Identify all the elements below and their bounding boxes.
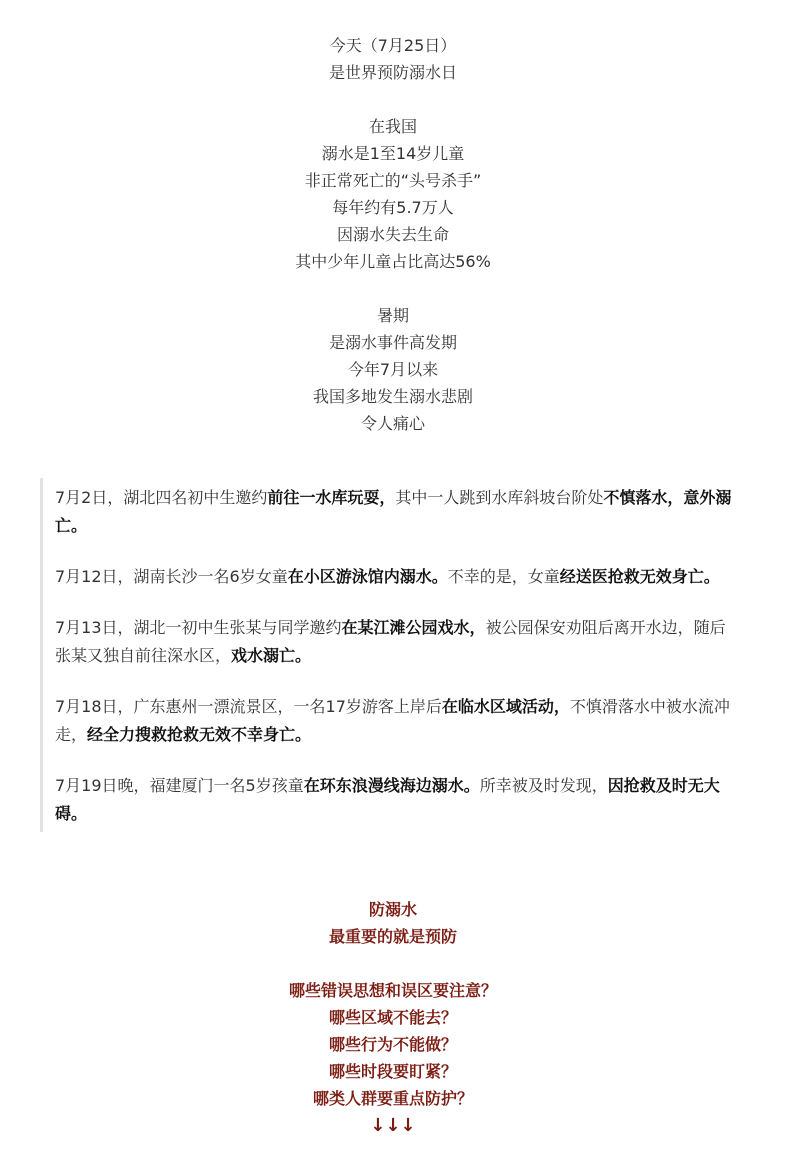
intro-line: 其中少年儿童占比高达56% xyxy=(295,252,491,271)
incident-text: 被公园保安劝阻后离开水边，随后张某又独自前往深水区， xyxy=(55,618,726,665)
incident-highlight: 在某江滩公园戏水， xyxy=(341,618,486,637)
tip-question: 哪类人群要重点防护？ xyxy=(312,1089,473,1108)
spacer xyxy=(0,86,786,113)
incident-paragraph xyxy=(55,484,735,540)
incident-text: 7月12日，湖南长沙一名6岁女童 xyxy=(55,567,288,586)
incident-highlight: 经全力搜救抢救无效不幸身亡。 xyxy=(87,725,312,744)
incident-paragraph xyxy=(55,772,735,828)
spacer xyxy=(0,950,786,977)
tip-heading: 最重要的就是预防 xyxy=(328,927,457,946)
incident-text: 所幸被及时发现， xyxy=(479,776,608,795)
tip-question: 哪些错误思想和误区要注意？ xyxy=(288,981,497,1000)
incident-paragraph xyxy=(55,693,735,749)
spacer xyxy=(0,275,786,302)
intro-line: 暑期 xyxy=(376,306,409,325)
intro-line: 令人痛心 xyxy=(360,414,425,433)
down-arrows-icon: ↓↓↓ xyxy=(370,1115,416,1136)
incident-text: 不慎滑落水中被水流冲走， xyxy=(55,697,730,744)
incident-highlight: 不慎落水，意外溺亡。 xyxy=(55,488,732,535)
intro-line: 非正常死亡的“头号杀手” xyxy=(304,171,482,190)
incident-highlight: 戏水溺亡。 xyxy=(231,646,312,665)
incident-text: 不幸的是，女童 xyxy=(447,567,560,586)
intro-line: 今年7月以来 xyxy=(347,360,439,379)
intro-line: 我国多地发生溺水悲剧 xyxy=(312,387,473,406)
intro-line: 在我国 xyxy=(368,117,417,136)
intro-line: 溺水是1至14岁儿童 xyxy=(321,144,465,163)
incident-text: 7月13日，湖北一初中生张某与同学邀约 xyxy=(55,618,342,637)
incident-paragraph xyxy=(55,614,735,670)
intro-section xyxy=(0,32,786,437)
intro-line: 因溺水失去生命 xyxy=(336,225,449,244)
incident-text: 7月2日，湖北四名初中生邀约 xyxy=(55,488,268,507)
tip-question: 哪些区域不能去？ xyxy=(328,1008,457,1027)
incident-text: 7月19日晚，福建厦门一名5岁孩童 xyxy=(55,776,304,795)
tip-question: 哪些行为不能做？ xyxy=(328,1035,457,1054)
incident-paragraph xyxy=(55,563,735,591)
intro-line: 每年约有5.7万人 xyxy=(332,198,454,217)
incident-highlight: 经送医抢救无效身亡。 xyxy=(559,567,720,586)
incident-highlight: 在小区游泳馆内溺水。 xyxy=(287,567,448,586)
incident-highlight: 因抢救及时无大碍。 xyxy=(55,776,720,823)
tip-heading: 防溺水 xyxy=(368,900,417,919)
incident-highlight: 在环东浪漫线海边溺水。 xyxy=(303,776,480,795)
intro-line: 今天（7月25日） xyxy=(329,36,457,55)
incident-highlight: 前往一水库玩耍， xyxy=(267,488,396,507)
incident-highlight: 在临水区域活动， xyxy=(441,697,570,716)
intro-line: 是溺水事件高发期 xyxy=(328,333,457,352)
incident-blockquote xyxy=(40,478,735,832)
prevention-tips-section xyxy=(0,896,786,1139)
incident-text: 其中一人跳到水库斜坡台阶处 xyxy=(395,488,604,507)
tip-question: 哪些时段要盯紧？ xyxy=(328,1062,457,1081)
incident-text: 7月18日，广东惠州一漂流景区，一名17岁游客上岸后 xyxy=(55,697,442,716)
intro-line: 是世界预防溺水日 xyxy=(328,63,457,82)
